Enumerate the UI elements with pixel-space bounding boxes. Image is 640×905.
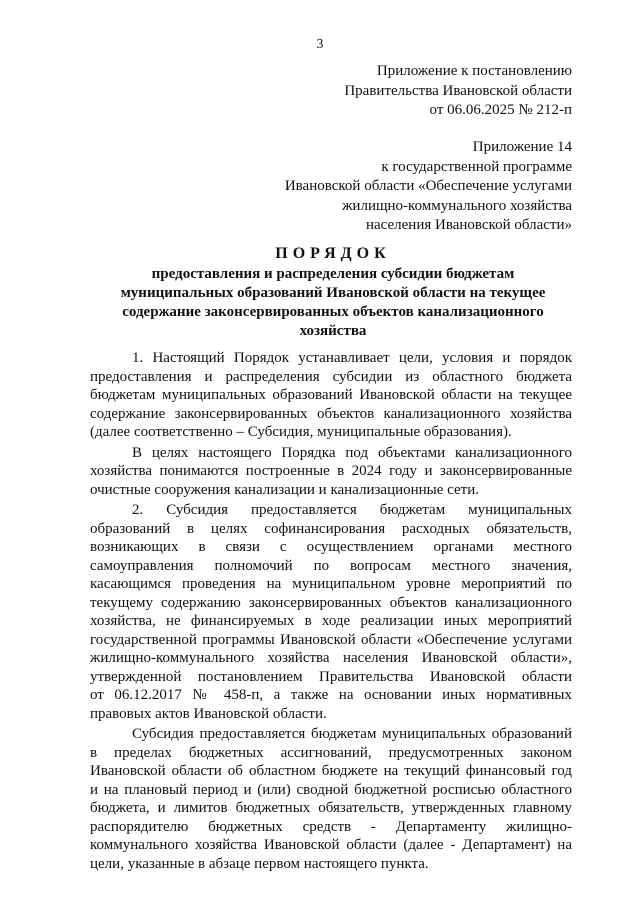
paragraph-line: предоставления и распределения субсидии из областного бюджета xyxy=(90,368,572,385)
paragraph-line: 2. Субсидия предоставляется бюджетам муниципальных xyxy=(132,502,572,518)
page-number: 3 xyxy=(316,36,324,51)
paragraph-line: 1. Настоящий Порядок устанавливает цели, условия и порядок xyxy=(132,350,572,366)
paragraph-line: распорядителю бюджетных средств - Департаменту жилищно- xyxy=(90,818,572,835)
subtitle-line: содержание законсервированных объектов канализационного xyxy=(122,304,544,320)
paragraph-line: Субсидия предоставляется бюджетам муниципальных образований xyxy=(132,726,572,742)
appendix-line: Приложение 14 xyxy=(472,139,572,155)
paragraph-line: хозяйства, не финансируемых в ходе реализации иных мероприятий xyxy=(90,613,572,629)
paragraph-line: (далее соответственно – Субсидия, муниципальные образования). xyxy=(90,424,512,440)
paragraph-line: цели, указанные в абзаце первом настоящего пункта. xyxy=(90,855,429,872)
appendix-line: Ивановской области «Обеспечение услугами xyxy=(284,178,572,194)
paragraph-line: правовых актов Ивановской области. xyxy=(90,705,327,722)
appendix-line: населения Ивановской области» xyxy=(365,217,572,233)
appendix-line: жилищно-коммунального хозяйства xyxy=(342,197,572,214)
paragraph-line: возникающих в связи с осуществлением органами местного xyxy=(90,539,572,555)
document-heading xyxy=(80,244,586,341)
document-body xyxy=(90,349,572,873)
paragraph-line: содержание законсервированных объектов канализационного хозяйства xyxy=(90,405,572,422)
paragraph-line: В целях настоящего Порядка под объектами канализационного xyxy=(132,444,572,461)
paragraph-line: очистные сооружения канализации и канализационные сети. xyxy=(90,481,479,498)
paragraph-line: бюджета, и лимитов бюджетных обязательств, утвержденных главному xyxy=(90,800,572,816)
body-paragraph xyxy=(90,501,572,723)
paragraph-line: государственной программы Ивановской области «Обеспечение услугами xyxy=(90,631,572,648)
appendix-line: к государственной программе xyxy=(381,158,572,175)
paragraph-line: от 06.12.2017 № 458-п, а также на основании иных нормативных xyxy=(90,687,572,703)
subtitle-line: предоставления и распределения субсидии бюджетам xyxy=(151,266,515,282)
appendix-resolution-header xyxy=(344,62,572,121)
paragraph-line: утвержденной постановлением Правительства Ивановской области xyxy=(90,668,572,685)
body-paragraph xyxy=(90,349,572,442)
paragraph-line: коммунального хозяйства Ивановской области (далее - Департамент) на xyxy=(90,837,572,853)
paragraph-line: и на плановый период и (или) сводной бюджетной росписью областного xyxy=(90,781,572,798)
appendix-line: Правительства Ивановской области xyxy=(344,82,572,99)
paragraph-line: в пределах бюджетных ассигнований, предусмотренных законом xyxy=(90,744,572,761)
appendix-line: Приложение к постановлению xyxy=(376,63,572,79)
appendix-line: от 06.06.2025 № 212-п xyxy=(429,102,572,118)
paragraph-line: текущему содержанию законсервированных объектов канализационного xyxy=(90,594,572,611)
paragraph-line: касающимся проведения на муниципальном уровне мероприятий по xyxy=(90,576,572,592)
paragraph-line: жилищно-коммунального хозяйства населения Ивановской области», xyxy=(90,650,572,666)
body-paragraph xyxy=(90,444,572,500)
subtitle-line: хозяйства xyxy=(299,323,367,339)
subtitle-line: муниципальных образований Ивановской области на текущее xyxy=(120,285,546,301)
document-subtitle xyxy=(80,265,586,341)
paragraph-line: образований в целях софинансирования расходных обязательств, xyxy=(90,520,572,537)
paragraph-line: Ивановской области об областном бюджете на текущий финансовый год xyxy=(90,763,572,779)
paragraph-line: самоуправления полномочий по вопросам местного значения, xyxy=(90,557,572,574)
appendix-program-header xyxy=(285,138,572,236)
document-title: ПОРЯДОК xyxy=(275,245,391,262)
paragraph-line: бюджетам муниципальных образований Ивановской области на текущее xyxy=(90,387,572,403)
body-paragraph xyxy=(90,725,572,873)
paragraph-line: хозяйства понимаются построенные в 2024 году и законсервированные xyxy=(90,463,572,479)
